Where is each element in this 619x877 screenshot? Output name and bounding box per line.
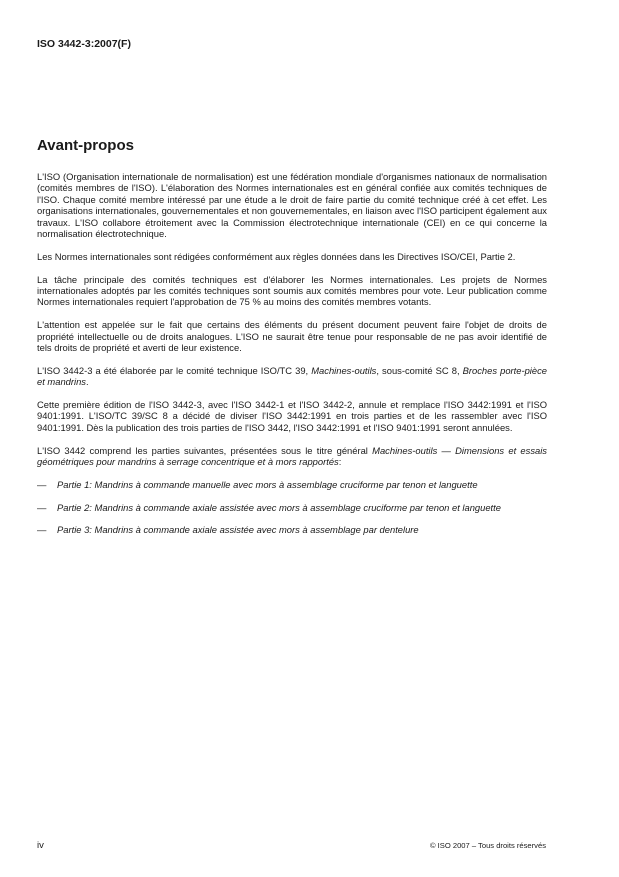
list-item-part-3 xyxy=(37,524,547,535)
committee-title: Machines-outils xyxy=(311,364,377,376)
paragraph-prepared-by xyxy=(37,365,547,388)
part-title: Partie 1: Mandrins à commande manuelle avec mors à assemblage cruciforme par tenon et languette xyxy=(57,478,478,490)
foreword-body xyxy=(37,171,547,547)
copyright-notice: © ISO 2007 – Tous droits réservés xyxy=(429,841,546,850)
paragraph-iso-intro: L'ISO (Organisation internationale de normalisation) est une fédération mondiale d'organismes nationaux de normalisation (comités membres de l'ISO). L'élaboration des Normes internationales est en général confiée aux comités techniques de l'ISO. Chaque comité membre intéressé par une étude a le droit de faire partie du comité technique créé à cet effet. Les organisations internationales, gouvernementales et non gouvernementales, en liaison avec l'ISO participent également aux travaux. L'ISO collabore étroitement avec la Commission électrotechnique internationale (CEI) en ce qui concerne la normalisation électrotechnique. xyxy=(37,171,547,240)
section-title: Avant-propos xyxy=(37,137,134,154)
parts-list xyxy=(37,479,547,536)
paragraph-edition: Cette première édition de l'ISO 3442-3, avec l'ISO 3442-1 et l'ISO 3442-2, annule et remplace l'ISO 3442:1991 et l'ISO 9401:1991. L'ISO/TC 39/SC 8 a décidé de diviser l'ISO 3442:1991 en trois parties et de les rassembler avec l'ISO 9401:1991. Dès la publication des trois parties de l'ISO 3442, l'ISO 3442:1991 et l'ISO 9401:1991 seront annulées. xyxy=(37,399,547,433)
dash-bullet: — xyxy=(37,524,47,536)
part-title: Partie 2: Mandrins à commande axiale assistée avec mors à assemblage cruciforme par tenon et languette xyxy=(57,501,501,513)
text: : xyxy=(338,456,342,468)
dash-bullet: — xyxy=(37,478,47,490)
paragraph-parts-intro xyxy=(37,445,547,468)
text: L'ISO 3442-3 a été élaborée par le comité technique ISO/TC 39, xyxy=(37,364,312,376)
paragraph-patent-notice: L'attention est appelée sur le fait que certains des éléments du présent document peuvent faire l'objet de droits de propriété intellectuelle ou de droits analogues. L'ISO ne saurait être tenue pour responsable de ne pas avoir identifié de tels droits de propriété et averti de leur existence. xyxy=(37,319,547,354)
text: L'ISO 3442 comprend les parties suivantes, présentées sous le titre général xyxy=(37,444,373,456)
list-item-part-1 xyxy=(37,479,547,490)
general-title: Machines-outils — Dimensions et essais géométriques pour mandrins à serrage concentrique et à mors rapportés xyxy=(37,444,547,468)
paragraph-directives: Les Normes internationales sont rédigées conformément aux règles données dans les Directives ISO/CEI, Partie 2. xyxy=(37,250,516,262)
paragraph-technical-committees: La tâche principale des comités techniques est d'élaborer les Normes internationales. Les projets de Normes internationales adoptés par les comités techniques sont soumis aux comités membres pour vote. Leur publication comme Normes internationales requiert l'approbation de 75 % au moins des comités membres votants. xyxy=(37,273,547,308)
list-item-part-2 xyxy=(37,502,547,513)
text: , sous-comité SC 8, xyxy=(376,364,463,376)
dash-bullet: — xyxy=(37,501,47,513)
text: . xyxy=(85,376,89,388)
subcommittee-title: Broches porte-pièce et mandrins xyxy=(37,364,548,388)
document-id-header: ISO 3442-3:2007(F) xyxy=(37,38,131,50)
page-number: iv xyxy=(37,840,44,851)
part-title: Partie 3: Mandrins à commande axiale assistée avec mors à assemblage par dentelure xyxy=(57,524,419,536)
